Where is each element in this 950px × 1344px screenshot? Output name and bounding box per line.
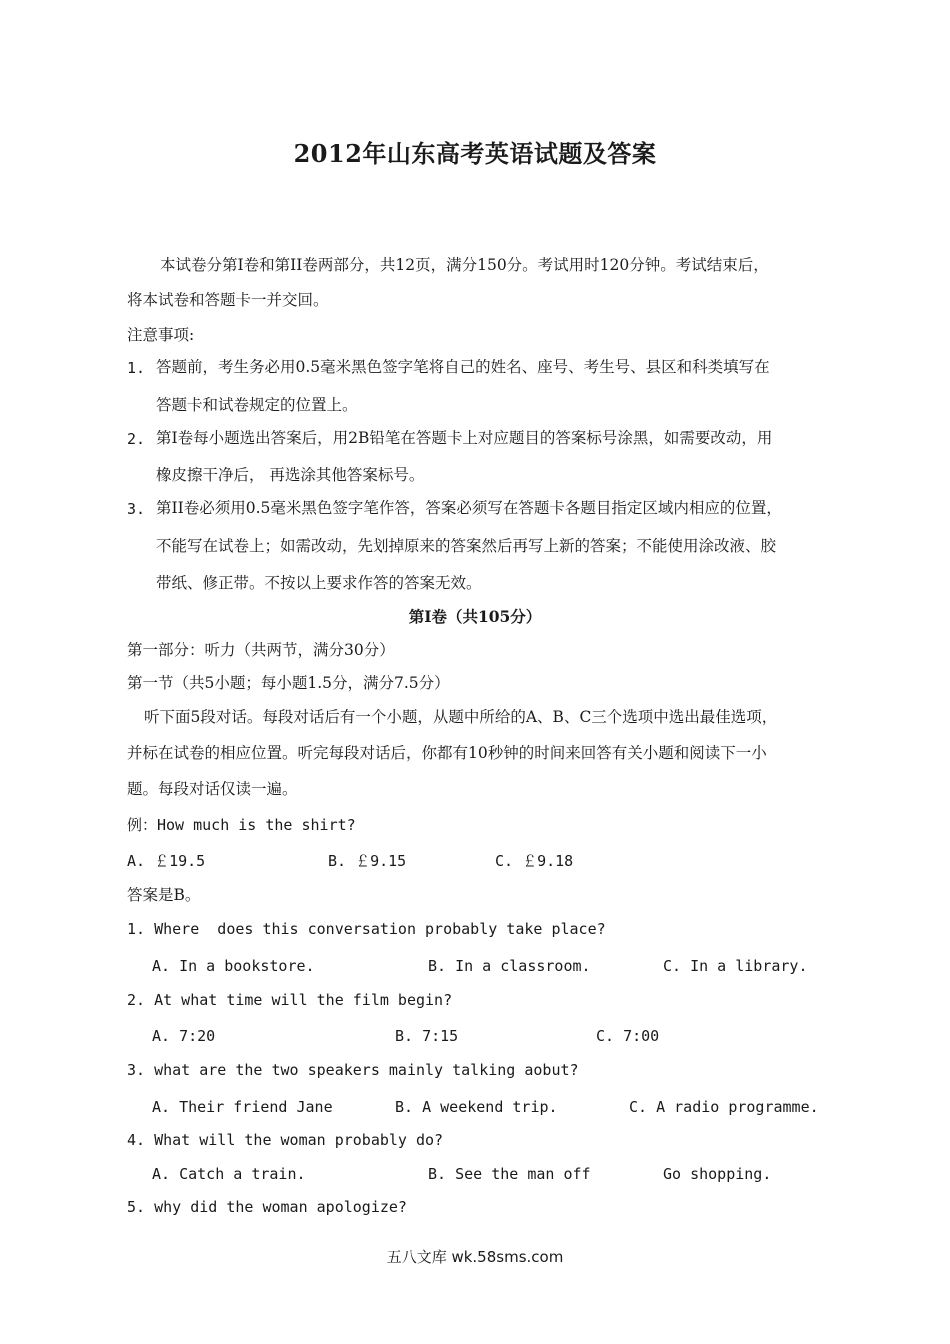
notice-item-line: 答题前，考生务必用0.5毫米黑色签字笔将自己的姓名、座号、考生号、县区和科类填写在 — [156, 358, 770, 376]
option-a: A. Their friend Jane — [152, 1098, 333, 1116]
option-c: Go shopping. — [663, 1165, 772, 1183]
example-option-c: C. ￡9.18 — [495, 852, 574, 870]
example-option-b: B. ￡9.15 — [328, 852, 407, 870]
document-title: 2012年山东高考英语试题及答案 — [293, 139, 657, 168]
intro-line-2: 将本试卷和答题卡一并交回。 — [127, 291, 329, 309]
question: 4. What will the woman probably do? — [127, 1131, 444, 1149]
notice-item-line: 带纸、修正带。不按以上要求作答的答案无效。 — [156, 574, 482, 592]
option-b: B. 7:15 — [395, 1027, 459, 1045]
example-answer: 答案是B。 — [127, 886, 201, 904]
option-c: C. A radio programme. — [629, 1098, 819, 1116]
notice-item-number: 2. — [127, 430, 146, 448]
instruction-line: 听下面5段对话。每段对话后有一个小题，从题中所给的A、B、C三个选项中选出最佳选项， — [144, 708, 778, 726]
question: 2. At what time will the film begin? — [127, 991, 453, 1009]
section-heading: 第一节（共5小题；每小题1.5分，满分7.5分） — [127, 674, 450, 692]
option-b: B. A weekend trip. — [395, 1098, 558, 1116]
footer-watermark: 五八文库 wk.58sms.com — [386, 1248, 564, 1266]
notice-item-line: 第Ⅰ卷每小题选出答案后，用2B铅笔在答题卡上对应题目的答案标号涂黑，如需要改动，用 — [156, 429, 773, 447]
option-a: A. In a bookstore. — [152, 957, 315, 975]
question: 1. Where does this conversation probably take place? — [127, 920, 606, 938]
example-option-a: A. ￡19.5 — [127, 852, 206, 870]
notice-item-line: 不能写在试卷上；如需改动，先划掉原来的答案然后再写上新的答案；不能使用涂改液、胶 — [156, 537, 777, 555]
notice-item-line: 答题卡和试卷规定的位置上。 — [156, 396, 358, 414]
option-b: B. See the man off — [428, 1165, 591, 1183]
instruction-line: 并标在试卷的相应位置。听完每段对话后，你都有10秒钟的时间来回答有关小题和阅读下一小 — [127, 744, 767, 762]
example-question: 例：How much is the shirt? — [127, 816, 356, 834]
option-a: A. 7:20 — [152, 1027, 216, 1045]
notice-item-number: 1. — [127, 359, 146, 377]
instruction-line: 题。每段对话仅读一遍。 — [127, 780, 298, 798]
question: 5. why did the woman apologize? — [127, 1198, 407, 1216]
section-title: 第Ⅰ卷（共105分） — [408, 607, 542, 626]
intro-line-1: 本试卷分第Ⅰ卷和第II卷两部分，共12页，满分150分。考试用时120分钟。考试结束后， — [160, 256, 769, 274]
option-a: A. Catch a train. — [152, 1165, 306, 1183]
question: 3. what are the two speakers mainly talking aobut? — [127, 1061, 579, 1079]
notice-item-number: 3. — [127, 500, 146, 518]
notice-item-line: 橡皮擦干净后， 再选涂其他答案标号。 — [156, 466, 425, 484]
part-heading: 第一部分：听力（共两节，满分30分） — [127, 641, 395, 659]
notice-heading: 注意事项: — [127, 326, 195, 344]
option-b: B. In a classroom. — [428, 957, 591, 975]
option-c: C. 7:00 — [596, 1027, 660, 1045]
option-c: C. In a library. — [663, 957, 808, 975]
notice-item-line: 第II卷必须用0.5毫米黑色签字笔作答，答案必须写在答题卡各题目指定区域内相应的位置， — [156, 499, 782, 517]
